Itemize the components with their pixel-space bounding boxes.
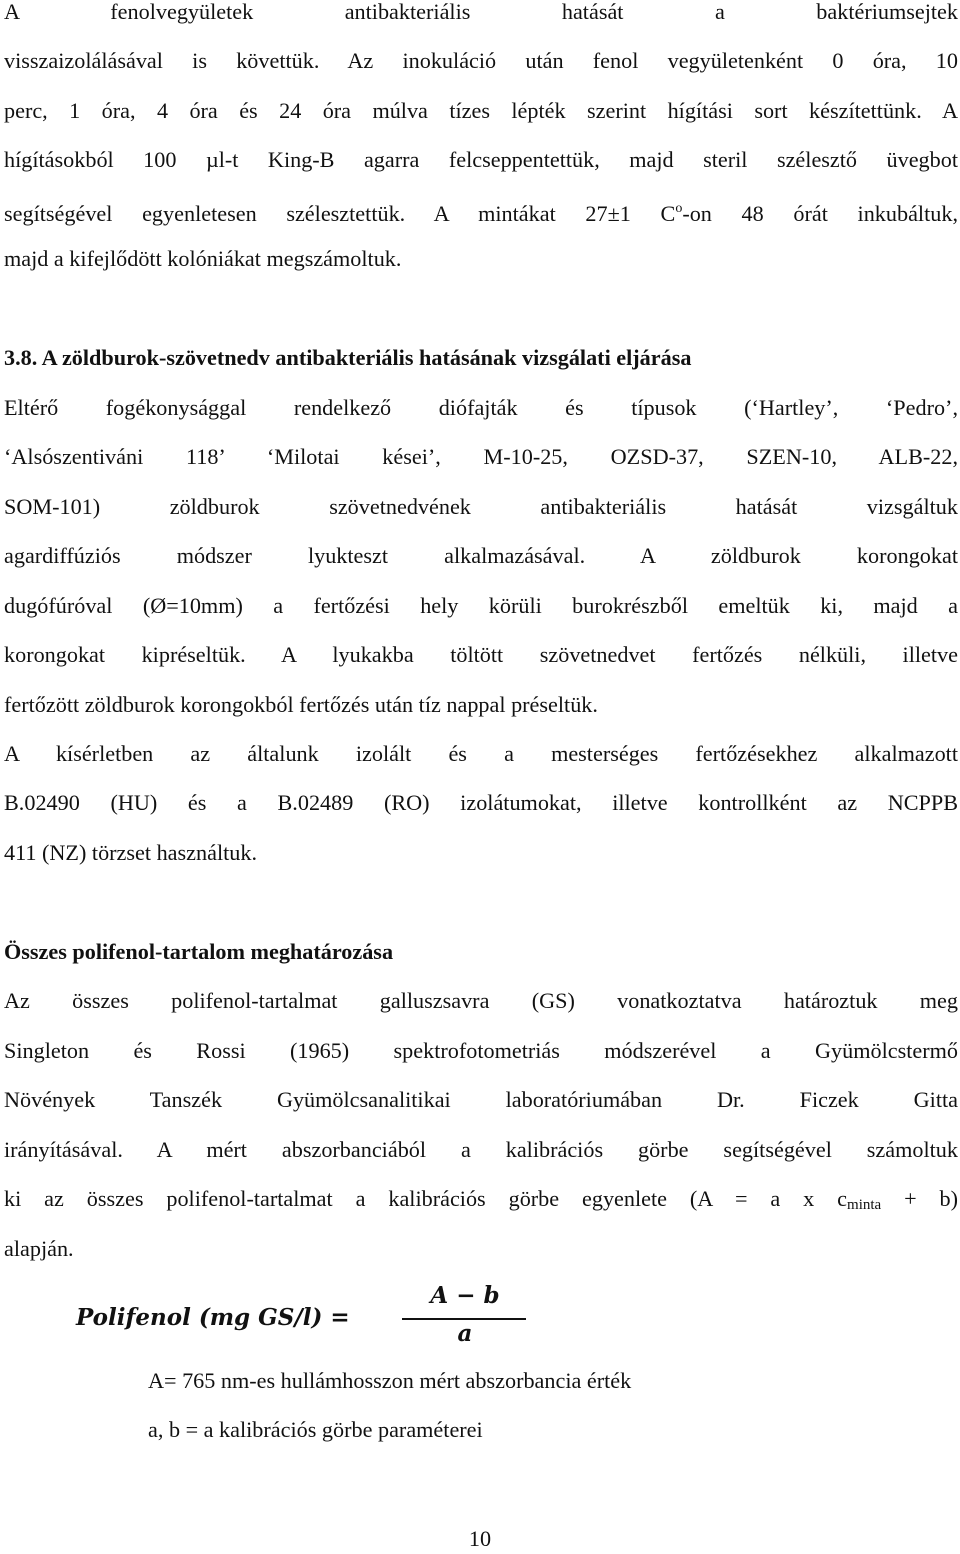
polyphenol-line-3: Növények Tanszék Gyümölcsanalitikai laboratóriumában Dr. Ficzek Gitta [4,1087,958,1112]
section-3-8-line-5: dugófúróval (Ø=10mm) a fertőzési hely körüli burokrészből emeltük ki, majd a [4,593,958,618]
formula-lhs: Polifenol (mg GS/l) = [76,1304,350,1331]
section-3-8-line-1: Eltérő fogékonysággal rendelkező diófajták és típusok (‘Hartley’, ‘Pedro’, [4,395,958,420]
polyphenol-heading: Összes polifenol-tartalom meghatározása [4,939,394,964]
equation-tail: + b) [881,1186,959,1211]
degree-superscript: o [675,201,683,216]
section-3-8-line-9: B.02490 (HU) és a B.02489 (RO) izolátumokat, illetve kontrollként az NCPPB [4,790,958,815]
minta-subscript: minta [847,1197,882,1213]
polyphenol-line-2: Singleton és Rossi (1965) spektrofotometriás módszerével a Gyümölcstermő [4,1038,958,1063]
paragraph-1-line-6: majd a kifejlődött kolóniákat megszámoltuk. [4,246,402,271]
paragraph-1-line-3: perc, 1 óra, 4 óra és 24 óra múlva tízes lépték szerint hígítási sort készítettünk. A [4,98,958,123]
section-3-8-line-7: fertőzött zöldburok korongokból fertőzés után tíz nappal préseltük. [4,692,598,717]
formula-denominator: a [457,1320,473,1347]
paragraph-1-line-4: hígításokból 100 µl-t King-B agarra felcseppentettük, majd steril szélesztő üvegbot [4,147,958,172]
section-3-8-line-6: korongokat kipréseltük. A lyukakba töltött szövetnedvet fertőzés nélküli, illetve [4,642,958,667]
polyphenol-line-4: irányításával. A mért abszorbanciából a kalibrációs görbe segítségével számoltuk [4,1137,958,1162]
polyphenol-line-5 [4,1184,958,1220]
paragraph-1-line-1: A fenolvegyületek antibakteriális hatását a baktériumsejtek [4,0,958,24]
definition-absorbance: A= 765 nm-es hullámhosszon mért abszorbancia érték [148,1368,632,1393]
section-3-8-heading: 3.8. A zöldburok-szövetnedv antibakteriális hatásának vizsgálati eljárása [4,345,692,370]
polyphenol-line-1: Az összes polifenol-tartalmat galluszsavra (GS) vonatkoztatva határoztuk meg [4,988,958,1013]
polyphenol-formula [76,1282,500,1354]
definition-parameters: a, b = a kalibrációs görbe paraméterei [148,1417,483,1442]
paragraph-1-line-5-text: segítségével egyenletesen szélesztettük. A mintákat 27±1 C [4,201,676,226]
page-number: 10 [468,1526,492,1551]
polyphenol-line-5-text: ki az összes polifenol-tartalmat a kalibrációs görbe egyenlete (A = a x c [4,1186,848,1211]
polyphenol-line-6: alapján. [4,1236,74,1261]
paragraph-1-line-5-tail: -on 48 órát inkubáltuk, [682,201,958,226]
paragraph-1-line-5 [4,194,958,229]
paragraph-1-line-2: visszaizolálásával is követtük. Az inokuláció után fenol vegyületenként 0 óra, 10 [4,48,958,73]
section-3-8-line-3: SOM-101) zöldburok szövetnedvének antibakteriális hatását vizsgáltuk [4,494,958,519]
section-3-8-line-2: ‘Alsószentiváni 118’ ‘Milotai kései’, M-10-25, OZSD-37, SZEN-10, ALB-22, [4,444,958,469]
section-3-8-line-4: agardiffúziós módszer lyukteszt alkalmazásával. A zöldburok korongokat [4,543,958,568]
formula-numerator: A − b [430,1282,500,1309]
section-3-8-line-8: A kísérletben az általunk izolált és a mesterséges fertőzésekhez alkalmazott [4,741,958,766]
section-3-8-line-10: 411 (NZ) törzset használtuk. [4,840,258,865]
